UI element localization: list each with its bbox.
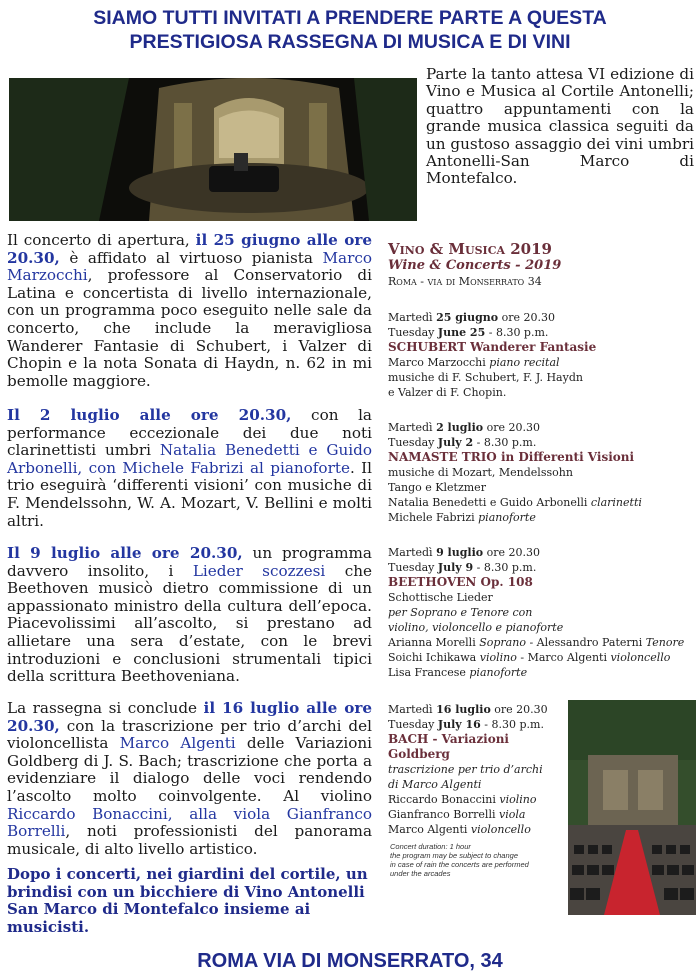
program-address: Roma - via di Monserrato 34 — [388, 275, 542, 288]
paragraph-concert-2 — [7, 407, 372, 530]
program-title: Vino & Musica 2019 — [388, 240, 552, 258]
p4-artist: Marco Algenti — [119, 734, 236, 753]
event-line: Marco Marzocchi piano recital — [388, 356, 560, 369]
program-event-2 — [388, 420, 658, 525]
event-date-it: Martedì 25 giugno ore 20.30 — [388, 311, 555, 324]
program-header — [388, 240, 568, 289]
event-title: BEETHOVEN Op. 108 — [388, 575, 533, 589]
event-line: trascrizione per trio d’archi — [388, 763, 543, 776]
event-date-en: Tuesday July 2 - 8.30 p.m. — [388, 436, 537, 449]
note-line: under the arcades — [390, 869, 451, 878]
program-note — [390, 842, 570, 878]
program-subtitle: Wine & Concerts - 2019 — [388, 258, 562, 273]
p4-date: il 16 luglio alle ore 20.30, — [7, 699, 373, 735]
p1-artist: Marco Marzocchi — [7, 248, 372, 285]
headline-line-2: PRESTIGIOSA RASSEGNA DI MUSICA E DI VINI — [129, 31, 571, 53]
program-event-1 — [388, 310, 628, 400]
p1-text: Il concerto di apertura, — [7, 231, 196, 249]
paragraph-concert-1 — [7, 232, 372, 390]
event-date-en: Tuesday July 16 - 8.30 p.m. — [388, 718, 544, 731]
courtyard-chairs-photo — [568, 700, 696, 915]
p2-text: con la performance eccezionale dei due noti clarinettisti umbri — [7, 406, 372, 460]
event-line: Michele Fabrizi pianoforte — [388, 511, 536, 524]
event-date-it: Martedì 2 luglio ore 20.30 — [388, 421, 540, 434]
note-line: Concert duration: 1 hour — [390, 842, 471, 851]
event-title: BACH - Variazioni Goldberg — [388, 732, 509, 761]
p4-text: con la trascrizione per trio d’archi del violoncellista — [7, 716, 372, 753]
program-event-4 — [388, 702, 568, 837]
p3-text: che Beethoven musicò dietro commissione di un appassionato ministro della cultura dell’epoca. Piacevolissimi all’ascolto, si prestano ad allietare una sera d’estate, con le brevi introduzioni e conclusioni strumentali tipici della scrittura Beethoveniana. — [7, 561, 372, 686]
event-line: violino, violoncello e pianoforte — [388, 621, 564, 634]
note-line: in case of rain the concerts are performed — [390, 860, 529, 869]
intro-text: Parte la tanto attesa VI edizione di Vino e Musica al Cortile Antonelli; quattro appuntamenti con la grande musica classica seguiti da un gustoso assaggio dei vini umbri Antonelli-San Marco di Montefalco. — [426, 65, 694, 188]
event-line: di Marco Algenti — [388, 778, 482, 791]
headline-line-1: SIAMO TUTTI INVITATI A PRENDERE PARTE A QUESTA — [93, 7, 607, 29]
p4-text: delle Variazioni Goldberg di J. S. Bach; trascrizione che porta a evidenziare il dialogo delle voci rendendo l’ascolto molto coinvolgente. Al violino — [7, 734, 372, 805]
note-line: the program may be subject to change — [390, 851, 518, 860]
event-date-en: Tuesday June 25 - 8.30 p.m. — [388, 326, 549, 339]
p3-text: un programma davvero insolito, i — [7, 544, 372, 580]
p4-text: La rassegna si conclude — [7, 699, 204, 717]
event-line: e Valzer di F. Chopin. — [388, 386, 507, 399]
p4-artists: Riccardo Bonaccini, alla viola Gianfranco Borrelli — [7, 804, 372, 841]
event-title: SCHUBERT Wanderer Fantasie — [388, 340, 597, 354]
p1-date: il 25 giugno alle ore 20.30, — [7, 231, 372, 267]
p3-highlight: Lieder scozzesi — [192, 561, 326, 580]
event-line: Schottische Lieder — [388, 591, 493, 604]
headline — [0, 6, 700, 54]
event-line: Gianfranco Borrelli viola — [388, 808, 526, 821]
event-line: Lisa Francese pianoforte — [388, 666, 528, 679]
p2-date: Il 2 luglio alle ore 20.30, — [7, 406, 292, 424]
event-date-en: Tuesday July 9 - 8.30 p.m. — [388, 561, 537, 574]
event-line: Tango e Kletzmer — [388, 481, 486, 494]
footer-address: ROMA VIA DI MONSERRATO, 34 — [197, 950, 503, 972]
courtyard-chairs-illustration — [568, 700, 696, 915]
courtyard-concert-illustration — [9, 78, 417, 221]
event-date-it: Martedì 9 luglio ore 20.30 — [388, 546, 540, 559]
event-line: Natalia Benedetti e Guido Arbonelli clarinetti — [388, 496, 642, 509]
event-title: NAMASTE TRIO in Differenti Visioni — [388, 450, 635, 464]
event-line: musiche di F. Schubert, F. J. Haydn — [388, 371, 583, 384]
event-line: Soichi Ichikawa violino - Marco Algenti violoncello — [388, 651, 671, 664]
event-line: Arianna Morelli Soprano - Alessandro Paterni Tenore — [388, 636, 685, 649]
event-line: Marco Algenti violoncello — [388, 823, 531, 836]
p4-text: , noti professionisti del panorama musicale, di alto livello artistico. — [7, 822, 372, 858]
event-line: musiche di Mozart, Mendelssohn — [388, 466, 573, 479]
p2-text: . Il trio eseguirà ‘differenti visioni’ con musiche di F. Mendelssohn, W. A. Mozart, V. Bellini e molti altri. — [7, 458, 372, 530]
event-line: Riccardo Bonaccini violino — [388, 793, 537, 806]
p3-date: Il 9 luglio alle ore 20.30, — [7, 544, 243, 562]
p2-artists: Natalia Benedetti e Guido Arbonelli, con Michele Fabrizi al pianoforte — [7, 441, 372, 477]
paragraph-concert-4 — [7, 700, 372, 858]
event-date-it: Martedì 16 luglio ore 20.30 — [388, 703, 548, 716]
event-line: per Soprano e Tenore con — [388, 606, 533, 619]
courtyard-concert-photo — [9, 78, 417, 221]
paragraph-concert-3 — [7, 545, 372, 686]
closing-note: Dopo i concerti, nei giardini del cortile, un brindisi con un bicchiere di Vino Antonelli San Marco di Montefalco insieme ai musicisti. — [7, 865, 368, 936]
program-event-3 — [388, 545, 693, 680]
p1-text: è affidato al virtuoso pianista — [59, 248, 323, 267]
p1-text: , professore al Conservatorio di Latina e concertista di livello internazionale, con un programma poco eseguito nelle sale da concerto, che include la meravigliosa Wanderer Fantasie di Schubert, i Valzer di Chopin e la nota Sonata di Haydn, n. 62 in mi bemolle maggiore. — [7, 266, 372, 390]
